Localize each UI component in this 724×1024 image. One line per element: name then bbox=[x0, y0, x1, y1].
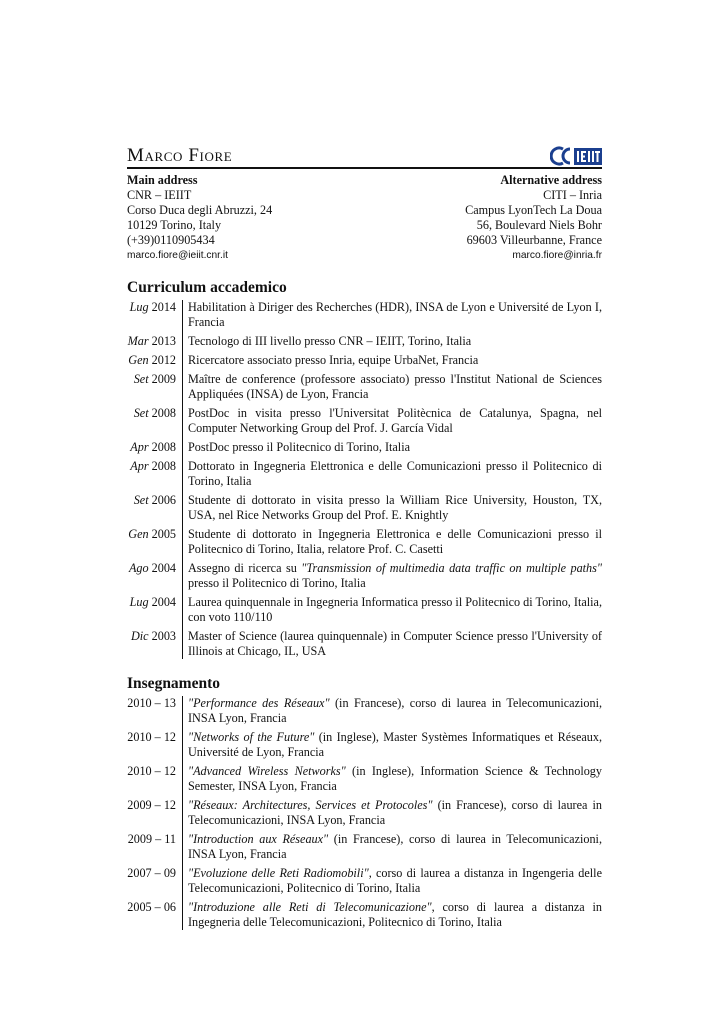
teaching-entry bbox=[127, 900, 602, 930]
entry-text: Ricercatore associato presso Inria, equipe UrbaNet, Francia bbox=[188, 353, 479, 367]
entry-year: 2013 bbox=[148, 334, 176, 348]
entry-text: Assegno di ricerca su bbox=[188, 561, 302, 575]
main-address-phone: (+39)0110905434 bbox=[127, 233, 215, 247]
entry-year: 2007 – 09 bbox=[127, 866, 176, 880]
entry-description bbox=[188, 900, 602, 930]
entry-year: 2010 – 13 bbox=[127, 696, 176, 710]
entry-text: Laurea quinquennale in Ingegneria Informatica presso il Politecnico di Torino, Italia, con voto 110/110 bbox=[188, 595, 602, 624]
entry-year: 2006 bbox=[148, 493, 176, 507]
entry-date bbox=[127, 832, 188, 862]
entry-description bbox=[188, 764, 602, 794]
curriculum-entry bbox=[127, 595, 602, 625]
entry-description bbox=[188, 730, 602, 760]
entry-text: , corso di laurea a distanza in Ingengeria delle Telecomunicazioni, Politecnico di Torino, Italia bbox=[188, 866, 602, 895]
curriculum-entry bbox=[127, 459, 602, 489]
entry-year: 2012 bbox=[148, 353, 176, 367]
entry-title-italic: "Transmission of multimedia data traffic on multiple paths" bbox=[301, 561, 602, 575]
entry-title-italic: "Evoluzione delle Reti Radiomobili" bbox=[188, 866, 369, 880]
entry-description bbox=[188, 440, 602, 455]
entry-text: presso il Politecnico di Torino, Italia bbox=[188, 576, 366, 590]
main-address-line: Corso Duca degli Abruzzi, 24 bbox=[127, 203, 273, 217]
teaching-entry bbox=[127, 866, 602, 896]
entry-month: Set bbox=[133, 493, 149, 507]
entry-month: Apr bbox=[130, 459, 149, 473]
entry-description bbox=[188, 459, 602, 489]
entry-year: 2004 bbox=[148, 561, 176, 575]
entry-date bbox=[127, 798, 188, 828]
cv-header bbox=[127, 142, 602, 169]
main-address-email[interactable]: marco.fiore@ieiit.cnr.it bbox=[127, 250, 228, 261]
teaching-entry bbox=[127, 832, 602, 862]
entry-description bbox=[188, 353, 602, 368]
entry-date bbox=[127, 353, 188, 368]
entry-title-italic: "Introduction aux Réseaux" bbox=[188, 832, 329, 846]
entry-date bbox=[127, 300, 188, 330]
entry-text: Master of Science (laurea quinquennale) in Computer Science presso l'University of Illinois at Chicago, IL, USA bbox=[188, 629, 602, 658]
curriculum-entry bbox=[127, 334, 602, 349]
entry-text: Studente di dottorato in Ingegneria Elettronica e delle Comunicazioni presso il Politecnico di Torino, Italia, relatore Prof. C. Casetti bbox=[188, 527, 602, 556]
entry-text: (in Inglese), Information Science & Technology Semester, INSA Lyon, Francia bbox=[188, 764, 602, 793]
curriculum-entry bbox=[127, 493, 602, 523]
entry-description bbox=[188, 832, 602, 862]
entry-text: Tecnologo di III livello presso CNR – IEIIT, Torino, Italia bbox=[188, 334, 472, 348]
teaching-entry bbox=[127, 696, 602, 726]
entry-month: Apr bbox=[130, 440, 149, 454]
entry-text: Habilitation à Diriger des Recherches (HDR), INSA de Lyon e Université de Lyon I, Francia bbox=[188, 300, 602, 329]
entry-date bbox=[127, 629, 188, 659]
entry-title-italic: "Réseaux: Architectures, Services et Protocoles" bbox=[188, 798, 433, 812]
entry-title-italic: "Advanced Wireless Networks" bbox=[188, 764, 346, 778]
entry-date bbox=[127, 493, 188, 523]
entry-month: Lug bbox=[129, 300, 149, 314]
entry-description bbox=[188, 798, 602, 828]
entry-description bbox=[188, 696, 602, 726]
entry-date bbox=[127, 595, 188, 625]
teaching-entry bbox=[127, 798, 602, 828]
entry-year: 2010 – 12 bbox=[127, 730, 176, 744]
cv-page bbox=[127, 142, 602, 934]
entry-date bbox=[127, 372, 188, 402]
entry-month: Gen bbox=[128, 527, 149, 541]
entry-month: Mar bbox=[127, 334, 149, 348]
curriculum-entry bbox=[127, 300, 602, 330]
entry-description bbox=[188, 561, 602, 591]
entry-month: Set bbox=[133, 406, 149, 420]
entry-year: 2010 – 12 bbox=[127, 764, 176, 778]
entry-year: 2005 – 06 bbox=[127, 900, 176, 914]
main-address-line: 10129 Torino, Italy bbox=[127, 218, 222, 232]
entry-month: Ago bbox=[128, 561, 149, 575]
ieiit-logo-icon bbox=[574, 146, 602, 166]
alt-address-line: 69603 Villeurbanne, France bbox=[466, 233, 602, 247]
entry-text: (in Francese), corso di laurea in Telecomunicazioni, INSA Lyon, Francia bbox=[188, 832, 602, 861]
entry-description bbox=[188, 866, 602, 896]
main-address bbox=[127, 173, 272, 263]
institution-logos bbox=[550, 144, 602, 166]
curriculum-entry bbox=[127, 561, 602, 591]
entry-month: Set bbox=[133, 372, 149, 386]
entry-date bbox=[127, 561, 188, 591]
alt-address-line: Campus LyonTech La Doua bbox=[465, 203, 602, 217]
person-name: Marco Fiore bbox=[127, 145, 233, 166]
entry-description bbox=[188, 406, 602, 436]
curriculum-entry bbox=[127, 629, 602, 659]
entry-month: Lug bbox=[129, 595, 149, 609]
entry-text: PostDoc in visita presso l'Universitat Politècnica de Catalunya, Spagna, nel Computer Networking Group del Prof. J. García Vidal bbox=[188, 406, 602, 435]
teaching-entry bbox=[127, 764, 602, 794]
entry-description bbox=[188, 629, 602, 659]
entry-year: 2008 bbox=[148, 459, 176, 473]
alt-address bbox=[465, 173, 602, 263]
entry-description bbox=[188, 300, 602, 330]
entry-year: 2008 bbox=[148, 406, 176, 420]
entry-description bbox=[188, 527, 602, 557]
alt-address-line: CITI – Inria bbox=[543, 188, 602, 202]
alt-address-line: 56, Boulevard Niels Bohr bbox=[476, 218, 602, 232]
entry-title-italic: "Networks of the Future" bbox=[188, 730, 315, 744]
curriculum-entry bbox=[127, 527, 602, 557]
entry-date bbox=[127, 334, 188, 349]
address-block bbox=[127, 173, 602, 263]
entry-description bbox=[188, 493, 602, 523]
entry-year: 2014 bbox=[148, 300, 176, 314]
alt-address-email[interactable]: marco.fiore@inria.fr bbox=[512, 250, 602, 261]
entry-year: 2004 bbox=[148, 595, 176, 609]
entry-year: 2005 bbox=[148, 527, 176, 541]
curriculum-entry bbox=[127, 406, 602, 436]
entry-text: PostDoc presso il Politecnico di Torino, Italia bbox=[188, 440, 410, 454]
entry-year: 2009 bbox=[148, 372, 176, 386]
entry-month: Dic bbox=[130, 629, 149, 643]
entry-year: 2009 – 12 bbox=[127, 798, 176, 812]
entry-title-italic: "Introduzione alle Reti di Telecomunicazione" bbox=[188, 900, 432, 914]
entry-text: Dottorato in Ingegneria Elettronica e delle Comunicazioni presso il Politecnico di Torino, Italia bbox=[188, 459, 602, 488]
entry-text: (in Inglese), Master Systèmes Informatiques et Réseaux, Université de Lyon, Francia bbox=[188, 730, 602, 759]
entry-date bbox=[127, 764, 188, 794]
alt-address-heading: Alternative address bbox=[500, 173, 602, 187]
section-title-curriculum: Curriculum accademico bbox=[127, 279, 287, 296]
entry-text: (in Francese), corso di laurea in Telecomunicazioni, INSA Lyon, Francia bbox=[188, 696, 603, 725]
entry-date bbox=[127, 900, 188, 930]
entry-date bbox=[127, 406, 188, 436]
section-title-teaching: Insegnamento bbox=[127, 675, 221, 692]
cnr-logo-icon bbox=[550, 146, 572, 166]
teaching-entry bbox=[127, 730, 602, 760]
entry-title-italic: "Performance des Réseaux" bbox=[188, 696, 330, 710]
entry-date bbox=[127, 866, 188, 896]
entry-description bbox=[188, 334, 602, 349]
entry-date bbox=[127, 696, 188, 726]
curriculum-entry bbox=[127, 440, 602, 455]
entry-date bbox=[127, 730, 188, 760]
curriculum-list bbox=[127, 300, 602, 659]
entry-year: 2009 – 11 bbox=[127, 832, 176, 846]
entry-text: Studente di dottorato in visita presso la William Rice University, Houston, TX, USA, nel Rice Networks Group del Prof. E. Knightly bbox=[188, 493, 602, 522]
main-address-line: CNR – IEIIT bbox=[127, 188, 192, 202]
entry-description bbox=[188, 595, 602, 625]
teaching-list bbox=[127, 696, 602, 930]
entry-description bbox=[188, 372, 602, 402]
entry-date bbox=[127, 440, 188, 455]
entry-text: Maître de conference (professore associato) presso l'Institut National de Sciences Appliquées (INSA) de Lyon, Francia bbox=[188, 372, 602, 401]
main-address-heading: Main address bbox=[127, 173, 198, 187]
curriculum-entry bbox=[127, 353, 602, 368]
entry-year: 2003 bbox=[148, 629, 176, 643]
entry-date bbox=[127, 527, 188, 557]
entry-month: Gen bbox=[128, 353, 149, 367]
entry-date bbox=[127, 459, 188, 489]
entry-year: 2008 bbox=[148, 440, 176, 454]
entry-text: (in Francese), corso di laurea in Telecomunicazioni, INSA Lyon, Francia bbox=[188, 798, 602, 827]
curriculum-entry bbox=[127, 372, 602, 402]
entry-text: , corso di laurea a distanza in Ingegneria delle Telecomunicazioni, Politecnico di Torino, Italia bbox=[188, 900, 602, 929]
